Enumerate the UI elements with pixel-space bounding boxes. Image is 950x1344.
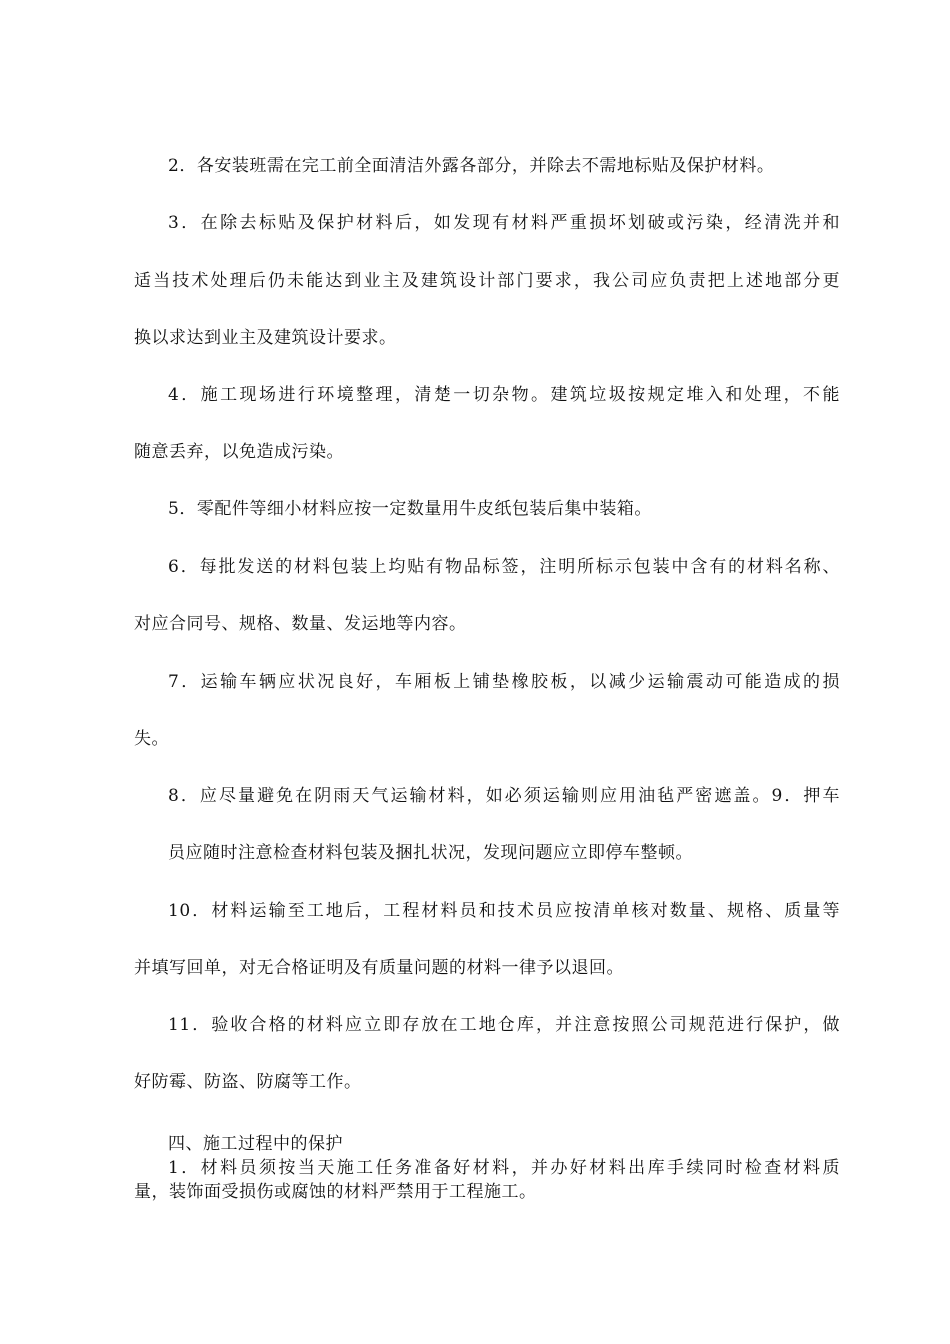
paragraph-4-line-1: 4．施工现场进行环境整理，清楚一切杂物。建筑垃圾按规定堆入和处理，不能 — [168, 385, 840, 405]
paragraph-3-line-1: 3．在除去标贴及保护材料后，如发现有材料严重损坏划破或污染，经清洗并和 — [168, 213, 840, 233]
paragraph-6-line-1: 6．每批发送的材料包装上均贴有物品标签，注明所标示包装中含有的材料名称、 — [168, 557, 840, 577]
paragraph-2-line-1: 2．各安装班需在完工前全面清洁外露各部分，并除去不需地标贴及保护材料。 — [168, 156, 775, 176]
section-line-1: 1．材料员须按当天施工任务准备好材料，并办好材料出库手续同时检查材料质 — [168, 1158, 840, 1178]
paragraph-10-line-2: 并填写回单，对无合格证明及有质量问题的材料一律予以退回。 — [134, 958, 624, 978]
paragraph-4-line-2: 随意丢弃，以免造成污染。 — [134, 442, 344, 462]
paragraph-11-line-1: 11．验收合格的材料应立即存放在工地仓库，并注意按照公司规范进行保护，做 — [168, 1015, 840, 1035]
paragraph-7-line-1: 7．运输车辆应状况良好，车厢板上铺垫橡胶板，以减少运输震动可能造成的损 — [168, 672, 840, 692]
paragraph-3-line-2: 适当技术处理后仍未能达到业主及建筑设计部门要求，我公司应负责把上述地部分更 — [134, 271, 840, 291]
section-line-2: 量，装饰面受损伤或腐蚀的材料严禁用于工程施工。 — [134, 1182, 537, 1202]
paragraph-6-line-2: 对应合同号、规格、数量、发运地等内容。 — [134, 614, 467, 634]
paragraph-11-line-2: 好防霉、防盗、防腐等工作。 — [134, 1072, 362, 1092]
paragraph-8-line-1: 8．应尽量避免在阴雨天气运输材料，如必须运输则应用油毡严密遮盖。9．押车 — [168, 786, 840, 806]
paragraph-5-line-1: 5．零配件等细小材料应按一定数量用牛皮纸包装后集中装箱。 — [168, 499, 652, 519]
section-heading: 四、施工过程中的保护 — [168, 1134, 343, 1154]
paragraph-8-line-2: 员应随时注意检查材料包装及捆扎状况，发现问题应立即停车整顿。 — [168, 843, 693, 863]
paragraph-10-line-1: 10．材料运输至工地后，工程材料员和技术员应按清单核对数量、规格、质量等 — [168, 901, 840, 921]
paragraph-3-line-3: 换以求达到业主及建筑设计要求。 — [134, 328, 397, 348]
paragraph-7-line-2: 失。 — [134, 729, 169, 749]
